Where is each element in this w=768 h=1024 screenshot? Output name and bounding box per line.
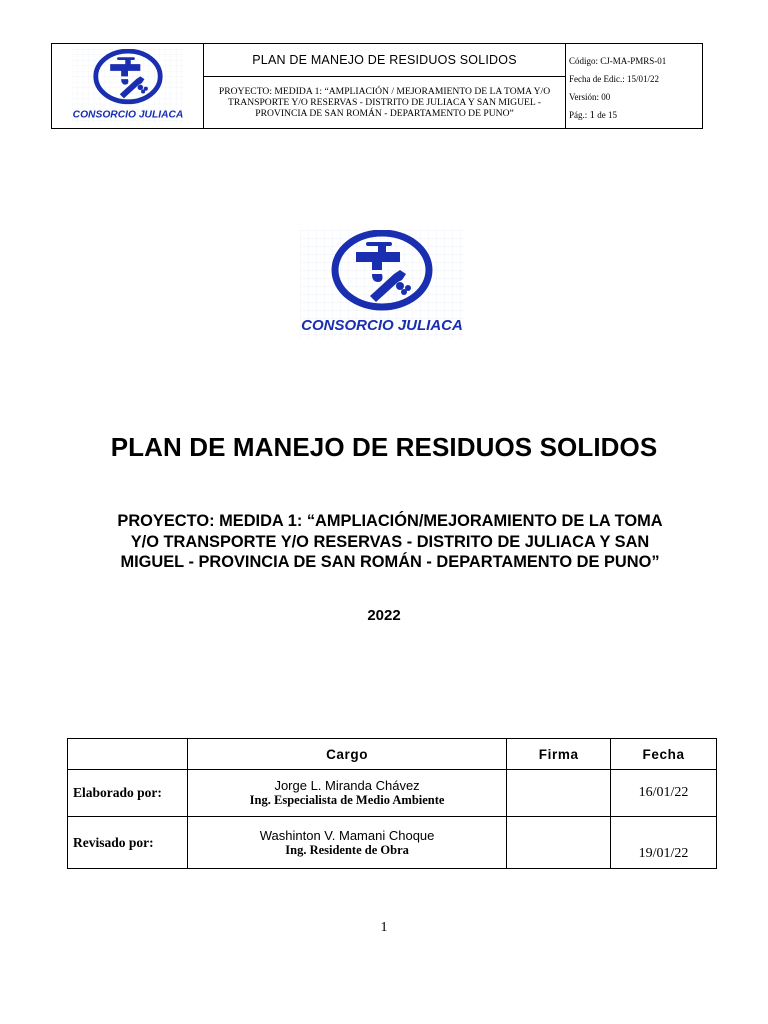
project-line-1: PROYECTO: MEDIDA 1: “AMPLIACIÓN/MEJORAMIENTO DE LA TOMA [117,512,663,530]
project-line-3: MIGUEL - PROVINCIA DE SAN ROMÁN - DEPARTAMENTO DE PUNO” [120,553,660,571]
header-fecha-edic: Fecha de Edic.: 15/01/22 [569,74,659,84]
header-logo-cell [52,44,204,128]
signature-cell [507,817,611,869]
header-blank-cell [68,739,188,770]
table-row [68,817,717,869]
signature-table-header [68,739,717,770]
table-row [68,770,717,817]
header-title: PLAN DE MANEJO DE RESIDUOS SOLIDOS [204,44,565,77]
signature-table [67,738,717,869]
header-page [569,106,702,124]
cargo-cell [187,817,506,869]
header-fecha: Fecha [611,739,717,770]
document-header [51,43,703,129]
person-role: Ing. Residente de Obra [285,842,409,857]
svg-text:CONSORCIO JULIACA: CONSORCIO JULIACA [301,317,463,334]
row-label: Elaborado por: [68,770,188,817]
header-meta [566,44,702,128]
document-title: PLAN DE MANEJO DE RESIDUOS SOLIDOS [110,432,658,462]
project-line-2: Y/O TRANSPORTE Y/O RESERVAS - DISTRITO DE JULIACA Y SAN [130,532,650,551]
person-name: Washinton V. Mamani Choque [259,827,435,843]
header-cargo: Cargo [187,739,506,770]
person-name: Jorge L. Miranda Chávez [274,778,420,793]
page-number: 1 [380,920,388,935]
date-cell: 19/01/22 [611,817,717,869]
signature-cell [507,770,611,817]
document-year: 2022 [367,607,401,624]
consorcio-logo-large-icon [300,230,464,338]
main-logo [300,230,464,338]
header-page-suffix: de 15 [595,110,618,120]
header-codigo: Código: CJ-MA-PMRS-01 [569,56,667,66]
person-role: Ing. Especialista de Medio Ambiente [249,793,445,807]
header-page-prefix: Pág.: [569,110,590,120]
header-project: PROYECTO: MEDIDA 1: “AMPLIACIÓN / MEJORAMIENTO DE LA TOMA Y/O TRANSPORTE Y/O RESERVAS - DISTRITO DE JULIACA Y SAN MIGUEL - PROVINCIA DE SAN ROMÁN - DEPARTAMENTO DE PUNO” [218,86,551,119]
svg-text:CONSORCIO JULIACA: CONSORCIO JULIACA [72,109,183,121]
project-title [60,511,720,573]
header-firma: Firma [507,739,611,770]
consorcio-logo-icon [59,49,197,123]
header-version: Versión: 00 [569,92,611,102]
row-label: Revisado por: [68,817,188,869]
cargo-cell [187,770,506,817]
header-middle [204,44,566,128]
header-page-number: 1 [589,109,596,121]
date-cell: 16/01/22 [611,770,717,817]
